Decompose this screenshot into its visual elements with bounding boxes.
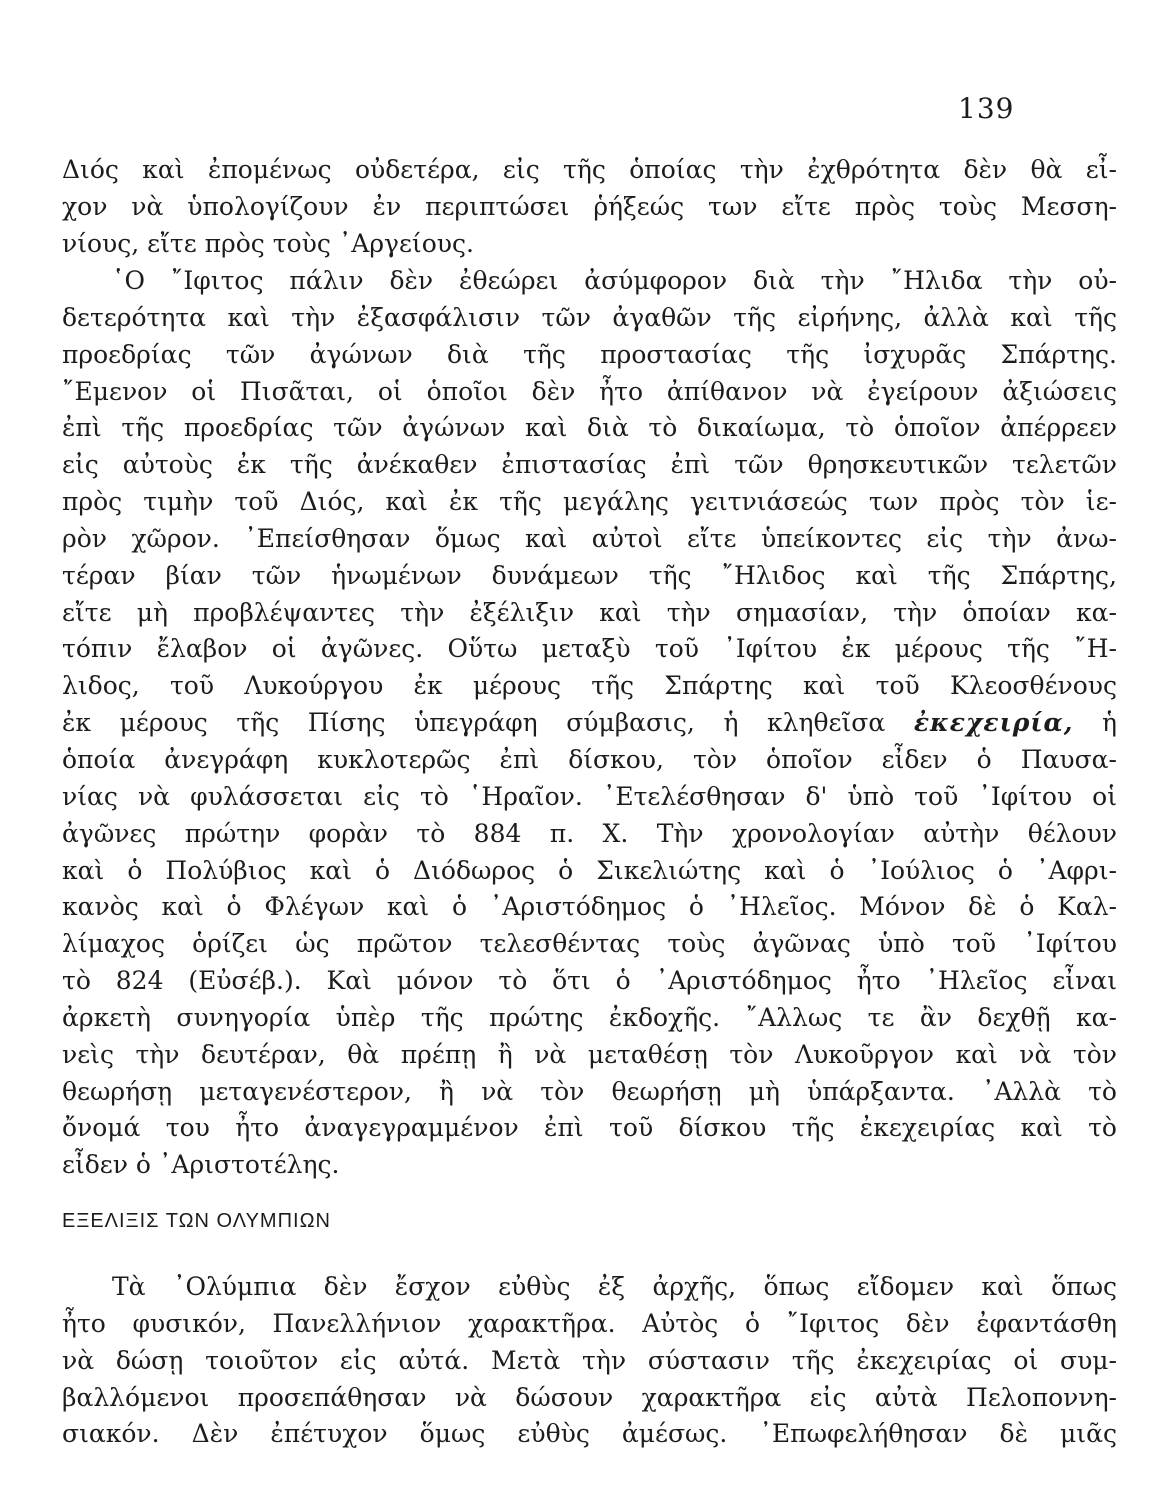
emphasized-term: ἐκεχειρία,: [913, 708, 1074, 738]
text-line: προεδρίας τῶν ἀγώνων διὰ τῆς προστασίας τῆς ἰσχυρᾶς Σπάρτης.: [62, 339, 1117, 369]
text-line: ὄνομά του ἦτο ἀναγεγραμμένον ἐπὶ τοῦ δίσκου τῆς ἐκεχειρίας καὶ τὸ: [62, 1113, 1117, 1143]
text-line: νεὶς τὴν δευτέραν, θὰ πρέπῃ ἢ νὰ μεταθέσῃ τὸν Λυκοῦργον καὶ νὰ τὸν: [62, 1039, 1117, 1069]
text-line: τὸ 824 (Εὐσέβ.). Καὶ μόνον τὸ ὅτι ὁ ᾿Αριστόδημος ἦτο ᾿Ηλεῖος εἶναι: [62, 966, 1117, 996]
text-line: ὁποία ἀνεγράφη κυκλοτερῶς ἐπὶ δίσκου, τὸν ὁποῖον εἶδεν ὁ Παυσα-: [62, 744, 1117, 774]
text-line: νὰ δώσῃ τοιοῦτον εἰς αὐτά. Μετὰ τὴν σύστασιν τῆς ἐκεχειρίας οἱ συμ-: [62, 1345, 1117, 1375]
text-line-ekecheiria: [62, 705, 1117, 742]
text-line: δετερότητα καὶ τὴν ἐξασφάλισιν τῶν ἀγαθῶν τῆς εἰρήνης, ἀλλὰ καὶ τῆς: [62, 302, 1117, 332]
text-line: λιδος, τοῦ Λυκούργου ἐκ μέρους τῆς Σπάρτης καὶ τοῦ Κλεοσθένους: [62, 671, 1117, 701]
page-number: 139: [958, 92, 1015, 125]
text-fragment: ἡ: [1073, 708, 1117, 738]
text-line: εἶδεν ὁ ᾿Αριστοτέλης.: [62, 1150, 340, 1180]
paragraph-3: [62, 1269, 1117, 1453]
text-line: ἦτο φυσικόν, Πανελλήνιον χαρακτῆρα. Αὐτὸς ὁ ῎Ιφιτος δὲν ἐφαντάσθη: [62, 1308, 1117, 1338]
paragraph-1: [62, 152, 1117, 263]
text-line: βαλλόμενοι προσεπάθησαν νὰ δώσουν χαρακτῆρα εἰς αὐτὰ Πελοποννη-: [62, 1382, 1117, 1412]
text-line: ῎Εμενον οἱ Πισᾶται, οἱ ὁποῖοι δὲν ἦτο ἀπίθανον νὰ ἐγείρουν ἀξιώσεις: [62, 376, 1117, 406]
text-line: εἴτε μὴ προβλέψαντες τὴν ἐξέλιξιν καὶ τὴν σημασίαν, τὴν ὁποίαν κα-: [62, 597, 1117, 627]
text-line: ἐπὶ τῆς προεδρίας τῶν ἀγώνων καὶ διὰ τὸ δικαίωμα, τὸ ὁποῖον ἀπέρρεεν: [62, 413, 1117, 443]
text-line: εἰς αὐτοὺς ἐκ τῆς ἀνέκαθεν ἐπιστασίας ἐπὶ τῶν θρησκευτικῶν τελετῶν: [62, 450, 1117, 480]
text-line: Διός καὶ ἐπομένως οὐδετέρα, εἰς τῆς ὁποίας τὴν ἐχθρότητα δὲν θὰ εἶ-: [62, 155, 1117, 184]
text-line: νίας νὰ φυλάσσεται εἰς τὸ ῾Ηραῖον. ᾿Ετελέσθησαν δ' ὑπὸ τοῦ ᾿Ιφίτου οἱ: [62, 781, 1117, 811]
text-fragment: ἐκ μέρους τῆς Πίσης ὑπεγράφη σύμβασις, ἡ κληθεῖσα: [62, 708, 914, 738]
text-line: Τὰ ᾿Ολύμπια δὲν ἔσχον εὐθὺς ἐξ ἀρχῆς, ὅπως εἴδομεν καὶ ὅπως: [112, 1272, 1117, 1301]
text-line: τόπιν ἔλαβον οἱ ἀγῶνες. Οὕτω μεταξὺ τοῦ ᾿Ιφίτου ἐκ μέρους τῆς ῎Η-: [62, 634, 1117, 664]
text-line: τέραν βίαν τῶν ἡνωμένων δυνάμεων τῆς ῎Ηλιδος καὶ τῆς Σπάρτης,: [62, 560, 1117, 590]
text-line: νίους, εἴτε πρὸς τοὺς ᾿Αργείους.: [62, 228, 474, 258]
text-line: πρὸς τιμὴν τοῦ Διός, καὶ ἐκ τῆς μεγάλης γειτνιάσεώς των πρὸς τὸν ἱε-: [62, 487, 1117, 517]
text-line: ρὸν χῶρον. ᾿Επείσθησαν ὅμως καὶ αὐτοὶ εἴτε ὑπείκοντες εἰς τὴν ἀνω-: [62, 523, 1117, 553]
text-line: καὶ ὁ Πολύβιος καὶ ὁ Διόδωρος ὁ Σικελιώτης καὶ ὁ ᾿Ιούλιος ὁ ᾿Αφρι-: [62, 855, 1117, 885]
text-line: ῾Ο ῎Ιφιτος πάλιν δὲν ἐθεώρει ἀσύμφορον διὰ τὴν ῎Ηλιδα τὴν οὐ-: [112, 266, 1117, 295]
paragraph-2: [62, 263, 1117, 1184]
text-line: θεωρήσῃ μεταγενέστερον, ἢ νὰ τὸν θεωρήσῃ μὴ ὑπάρξαντα. ᾿Αλλὰ τὸ: [62, 1076, 1117, 1106]
text-line: ἀρκετὴ συνηγορία ὑπὲρ τῆς πρώτης ἐκδοχῆς. ῎Αλλως τε ἂν δεχθῇ κα-: [62, 1002, 1117, 1032]
text-line: κανὸς καὶ ὁ Φλέγων καὶ ὁ ᾿Αριστόδημος ὁ ᾿Ηλεῖος. Μόνον δὲ ὁ Καλ-: [62, 892, 1117, 922]
section-heading: ΕΞΕΛΙΞΙΣ ΤΩΝ ΟΛΥΜΠΙΩΝ: [62, 1210, 331, 1232]
text-line: ἀγῶνες πρώτην φορὰν τὸ 884 π. Χ. Τὴν χρονολογίαν αὐτὴν θέλουν: [62, 818, 1117, 848]
text-line: χον νὰ ὑπολογίζουν ἐν περιπτώσει ῥήξεώς των εἴτε πρὸς τοὺς Μεσση-: [62, 191, 1117, 221]
text-line: λίμαχος ὁρίζει ὡς πρῶτον τελεσθέντας τοὺς ἀγῶνας ὑπὸ τοῦ ᾿Ιφίτου: [62, 929, 1117, 959]
text-line: σιακόν. Δὲν ἐπέτυχον ὅμως εὐθὺς ἀμέσως. ᾿Επωφελήθησαν δὲ μιᾶς: [62, 1419, 1117, 1449]
